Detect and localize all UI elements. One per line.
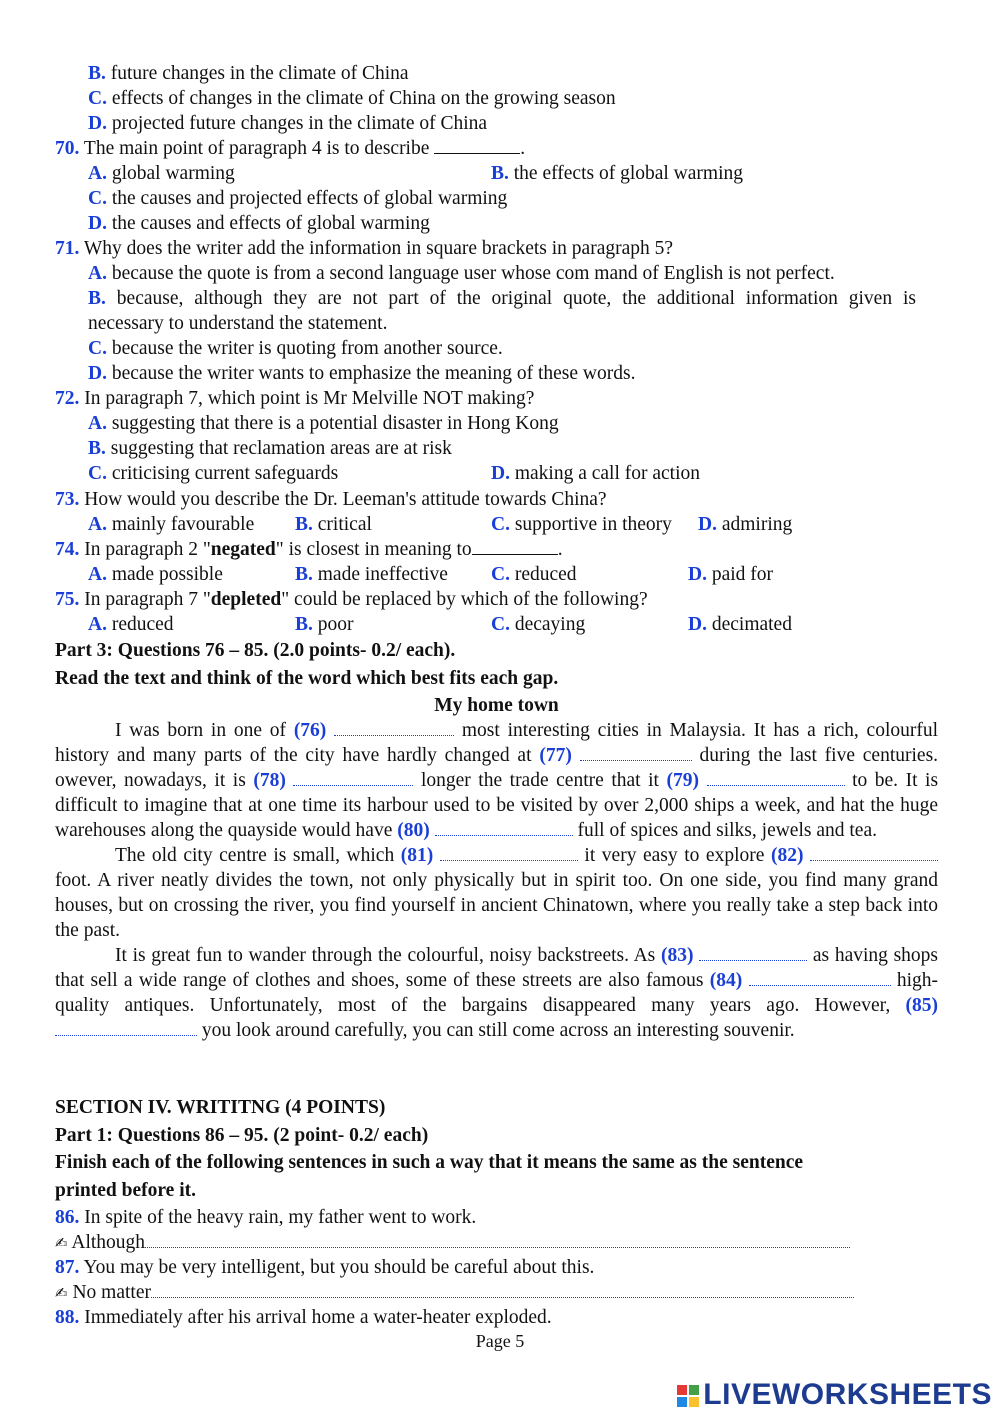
q86-answer-line: ✍ Although: [55, 1230, 850, 1256]
q73-option-b: B. critical: [295, 514, 372, 535]
q75-option-b: B. poor: [295, 614, 354, 635]
q74-option-c: C. reduced: [491, 564, 577, 585]
q72-option-a: A. suggesting that there is a potential disaster in Hong Kong: [88, 413, 559, 434]
q75-option-c: C. decaying: [491, 614, 586, 635]
gap-77-input[interactable]: [580, 744, 692, 761]
q87-sentence: 87. You may be very intelligent, but you should be careful about this.: [55, 1257, 595, 1278]
section4-part1-heading: Part 1: Questions 86 – 95. (2 point- 0.2/ each): [55, 1125, 429, 1146]
q72-option-b: B. suggesting that reclamation areas are at risk: [88, 438, 452, 459]
gap-76-input[interactable]: [334, 719, 454, 736]
liveworksheets-logo: LIVEWORKSHEETS: [677, 1378, 992, 1412]
passage-paragraph-3: It is great fun to wander through the colourful, noisy backstreets. As (83) as having shops that sell a wide range of clothes and shoes, some of these streets are also famous (84) high-quality antiques. Unfortunately, most of the bargains disappeared many years ago. However, (85) you look around carefully, you can still come across an interesting souvenir.: [55, 945, 939, 1041]
passage-title: My home town: [434, 695, 559, 716]
q74-option-d: D. paid for: [688, 564, 774, 585]
q71-option-c: C. because the writer is quoting from another source.: [88, 338, 503, 359]
q88-sentence: 88. Immediately after his arrival home a water-heater exploded.: [55, 1307, 552, 1328]
q69-option-c: C. effects of changes in the climate of China on the growing season: [88, 88, 616, 109]
q70-stem: 70. The main point of paragraph 4 is to describe .: [55, 138, 526, 159]
pen-icon: ✍: [55, 1284, 68, 1302]
q71-option-d: D. because the writer wants to emphasize the meaning of these words.: [88, 363, 636, 384]
q71-option-b-cont: necessary to understand the statement.: [88, 313, 388, 334]
gap-78-input[interactable]: [293, 769, 413, 786]
passage-text: [55, 718, 938, 1043]
q72-stem: 72. In paragraph 7, which point is Mr Melville NOT making?: [55, 388, 535, 409]
q73-option-c: C. supportive in theory: [491, 514, 672, 535]
section4-heading: SECTION IV. WRITITNG (4 POINTS): [55, 1097, 386, 1118]
q72-option-c: C. criticising current safeguards: [88, 463, 339, 484]
gap-79-input[interactable]: [707, 769, 845, 786]
gap-83-input[interactable]: [699, 944, 807, 961]
q72-option-d: D. making a call for action: [491, 463, 701, 484]
pen-icon: ✍: [55, 1234, 68, 1252]
q86-sentence: 86. In spite of the heavy rain, my father went to work.: [55, 1207, 477, 1228]
gap-84-input[interactable]: [749, 969, 891, 986]
q74-stem: 74. In paragraph 2 "negated" is closest in meaning to .: [55, 539, 563, 560]
gap-85-input[interactable]: [55, 1019, 197, 1036]
q71-option-b: B. because, although they are not part of the original quote, the additional information given is: [88, 288, 917, 309]
q86-answer-input[interactable]: [145, 1233, 850, 1248]
q73-option-a: A. mainly favourable: [88, 514, 255, 535]
section4-instruction-line1: Finish each of the following sentences in such a way that it means the same as the sentence: [55, 1152, 804, 1173]
passage-paragraph-1: I was born in one of (76) most interesting cities in Malaysia. It has a rich, colourful history and many parts of the city have hardly changed at (77) during the last five centuries. owever, nowadays, it is (78) longer the trade centre that it (79) to be. It is difficult to imagine that at one time its harbour used to be visited by over 2,000 ships a week, and hat the huge warehouses along the quayside would have (80) full of spices and silks, jewels and tea.: [55, 720, 939, 841]
q73-stem: 73. How would you describe the Dr. Leeman's attitude towards China?: [55, 489, 607, 510]
q74-option-a: A. made possible: [88, 564, 223, 585]
q70-option-b: B. the effects of global warming: [491, 163, 743, 184]
section4-instruction-line2: printed before it.: [55, 1180, 196, 1201]
q70-option-c: C. the causes and projected effects of global warming: [88, 188, 508, 209]
q87-answer-line: ✍ No matter: [55, 1280, 854, 1306]
q71-option-a: A. because the quote is from a second language user whose com mand of English is not perfect.: [88, 263, 835, 284]
q69-option-d: D. projected future changes in the climate of China: [88, 113, 488, 134]
q75-option-a: A. reduced: [88, 614, 174, 635]
passage-paragraph-2: The old city centre is small, which (81) it very easy to explore (82) foot. A river neatly divides the town, not only physically but in spirit too. On one side, you find many grand houses, but on crossing the river, you find yourself in ancient Chinatown, where you really take a step back into the past.: [55, 845, 938, 941]
page-number: Page 5: [475, 1331, 525, 1351]
gap-82-input[interactable]: [810, 844, 938, 861]
part3-instruction: Read the text and think of the word which best fits each gap.: [55, 668, 559, 689]
q75-option-d: D. decimated: [688, 614, 792, 635]
q73-option-d: D. admiring: [698, 514, 793, 535]
gap-81-input[interactable]: [440, 844, 578, 861]
q70-option-d: D. the causes and effects of global warming: [88, 213, 430, 234]
gap-80-input[interactable]: [435, 819, 573, 836]
q75-stem: 75. In paragraph 7 "depleted" could be replaced by which of the following?: [55, 589, 648, 610]
q74-option-b: B. made ineffective: [295, 564, 448, 585]
logo-mark-icon: [677, 1385, 699, 1407]
q87-answer-input[interactable]: [151, 1283, 854, 1298]
q71-stem: 71. Why does the writer add the information in square brackets in paragraph 5?: [55, 238, 674, 259]
part3-heading: Part 3: Questions 76 – 85. (2.0 points- 0.2/ each).: [55, 640, 456, 661]
q70-option-a: A. global warming: [88, 163, 235, 184]
q69-option-b: B. future changes in the climate of China: [88, 63, 409, 84]
